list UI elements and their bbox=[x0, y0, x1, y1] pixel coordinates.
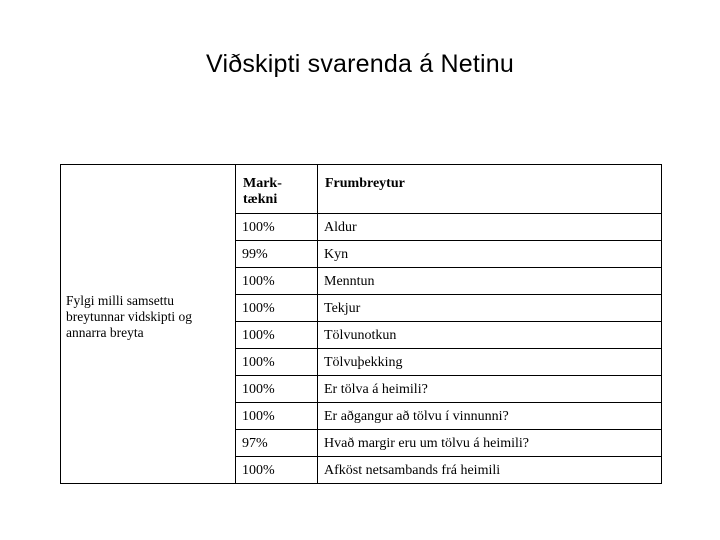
pct-cell: 100% bbox=[236, 457, 318, 484]
header-cell-mark-taekni bbox=[236, 165, 318, 214]
header-mark-taekni: Mark-tækni bbox=[243, 176, 282, 207]
variable-cell: Tekjur bbox=[318, 295, 662, 322]
pct-cell: 100% bbox=[236, 376, 318, 403]
variable-cell: Tölvuþekking bbox=[318, 349, 662, 376]
variable-cell: Er tölva á heimili? bbox=[318, 376, 662, 403]
variable-cell: Hvað margir eru um tölvu á heimili? bbox=[318, 430, 662, 457]
pct-cell: 100% bbox=[236, 403, 318, 430]
variable-cell: Menntun bbox=[318, 268, 662, 295]
variable-cell: Tölvunotkun bbox=[318, 322, 662, 349]
variable-cell: Afköst netsambands frá heimili bbox=[318, 457, 662, 484]
pct-cell: 100% bbox=[236, 349, 318, 376]
pct-cell: 99% bbox=[236, 241, 318, 268]
pct-cell: 97% bbox=[236, 430, 318, 457]
slide-title: Viðskipti svarenda á Netinu bbox=[206, 50, 514, 78]
pct-cell: 100% bbox=[236, 295, 318, 322]
pct-cell: 100% bbox=[236, 268, 318, 295]
variable-cell: Aldur bbox=[318, 214, 662, 241]
variable-cell: Er aðgangur að tölvu í vinnunni? bbox=[318, 403, 662, 430]
row-label-cell: Fylgi milli samsettu breytunnar vidskipti og annarra breyta bbox=[61, 165, 236, 484]
pct-cell: 100% bbox=[236, 322, 318, 349]
results-table bbox=[60, 164, 662, 484]
pct-cell: 100% bbox=[236, 214, 318, 241]
header-frumbreytur: Frumbreytur bbox=[325, 176, 405, 191]
variable-cell: Kyn bbox=[318, 241, 662, 268]
header-cell-frumbreytur bbox=[318, 165, 662, 214]
table-header-row bbox=[61, 165, 662, 214]
